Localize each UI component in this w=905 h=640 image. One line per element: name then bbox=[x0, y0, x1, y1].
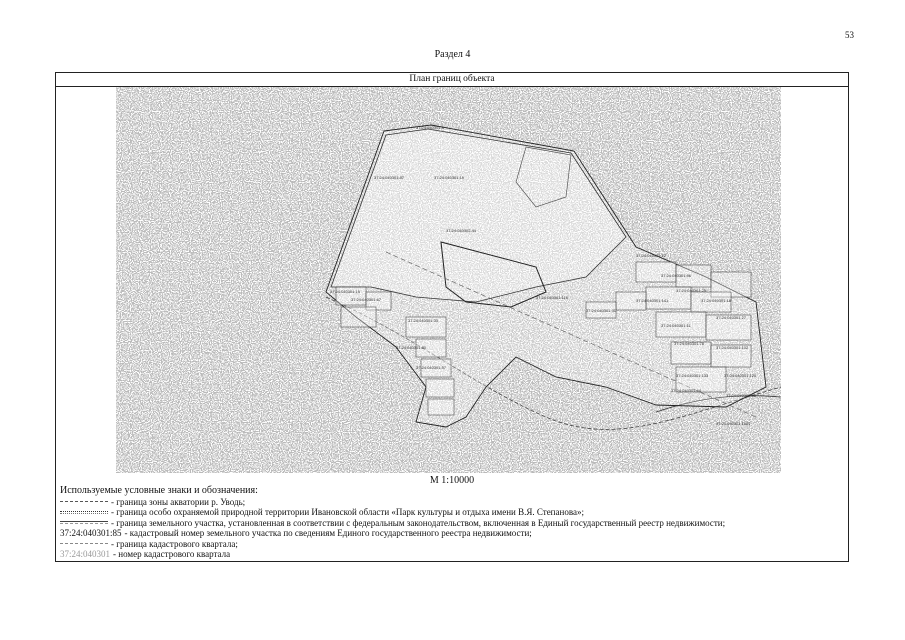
cadastral-label: 37:24:040301:120 bbox=[724, 373, 757, 378]
legend-item-water-zone bbox=[60, 497, 840, 508]
quarter-boundary-line-symbol bbox=[60, 543, 108, 544]
cadastral-label: 37:24:040301:80 bbox=[396, 345, 427, 350]
protected-area-line-symbol bbox=[60, 511, 108, 514]
cadastral-label: 37:24:040301:1681 bbox=[716, 421, 751, 426]
boundary-map bbox=[116, 87, 781, 473]
legend bbox=[60, 486, 840, 560]
legend-item-text: - граница кадастрового квартала; bbox=[111, 538, 238, 549]
boundary-map-svg bbox=[116, 87, 781, 473]
cadastral-label: 37:24:040301:15 bbox=[330, 289, 361, 294]
cadastral-label: 37:24:040301:31 bbox=[586, 308, 617, 313]
land-parcel-line-symbol bbox=[60, 521, 108, 524]
cadastral-label: 37:24:040301:87 bbox=[374, 175, 405, 180]
legend-item-land-parcel bbox=[60, 518, 840, 529]
water-zone-line-symbol bbox=[60, 501, 108, 502]
legend-item-text: - кадастровый номер земельного участка по сведениям Единого государственного реестра недвижимости; bbox=[124, 528, 532, 538]
cadastral-label: 37:24:040301:141 bbox=[636, 298, 669, 303]
plan-frame bbox=[55, 72, 849, 562]
cadastral-label: 37:24:040301:11 bbox=[661, 323, 691, 328]
cadastral-label: 37:24:040301:133 bbox=[676, 373, 709, 378]
legend-item-quarter-boundary bbox=[60, 539, 840, 550]
cadastral-number-sample: 37:24:040301:85 bbox=[60, 528, 122, 538]
quarter-number-sample: 37:24:040301 bbox=[60, 549, 111, 559]
cadastral-label: 37:24:040301:102 bbox=[716, 345, 749, 350]
page-number: 53 bbox=[845, 30, 854, 40]
cadastral-label: 37:24:040301:8 bbox=[416, 125, 444, 130]
cadastral-label: 37:24:040301:64 bbox=[671, 388, 702, 393]
cadastral-label: 37:24:040301:78 bbox=[674, 341, 705, 346]
legend-item-quarter-number bbox=[60, 549, 840, 560]
legend-item-text: - граница особо охраняемой природной территории Ивановской области «Парк культуры и отдыха имени В.Я. Степанова»; bbox=[111, 507, 584, 517]
cadastral-label: 37:24:040301:116 bbox=[536, 295, 568, 300]
cadastral-label: 37:24:040301:96 bbox=[661, 273, 692, 278]
cadastral-label: 37:24:040301:25 bbox=[676, 288, 707, 293]
map-scale: М 1:10000 bbox=[429, 475, 475, 486]
cadastral-label: 37:24:040301:57 bbox=[416, 365, 447, 370]
frame-title: План границ объекта bbox=[56, 73, 848, 87]
legend-item-protected-area bbox=[60, 507, 840, 518]
cadastral-label: 37:24:040301:27 bbox=[716, 315, 747, 320]
cadastral-label: 37:24:040301:67 bbox=[351, 297, 382, 302]
cadastral-label: 37:24:040301:19 bbox=[434, 175, 465, 180]
legend-item-text: - граница земельного участка, установленная в соответствии с федеральным законодательством, включенная в Единый государственный реестр недвижимости; bbox=[111, 517, 726, 528]
legend-item-text: - граница зоны акватории р. Уводь; bbox=[111, 496, 246, 507]
legend-item-cadastral-number bbox=[60, 528, 840, 539]
legend-item-text: - номер кадастрового квартала bbox=[113, 549, 231, 559]
cadastral-label: 37:24:040301:18 bbox=[701, 298, 732, 303]
cadastral-label: 37:24:040301:33 bbox=[408, 318, 439, 323]
cadastral-label: 37:24:040301:58 bbox=[726, 393, 757, 398]
legend-title: Используемые условные знаки и обозначения: bbox=[60, 485, 258, 496]
cadastral-label: 37:24:040302:44 bbox=[446, 228, 477, 233]
cadastral-label: 37:24:040301:12 bbox=[636, 253, 667, 258]
section-title: Раздел 4 bbox=[434, 49, 471, 60]
